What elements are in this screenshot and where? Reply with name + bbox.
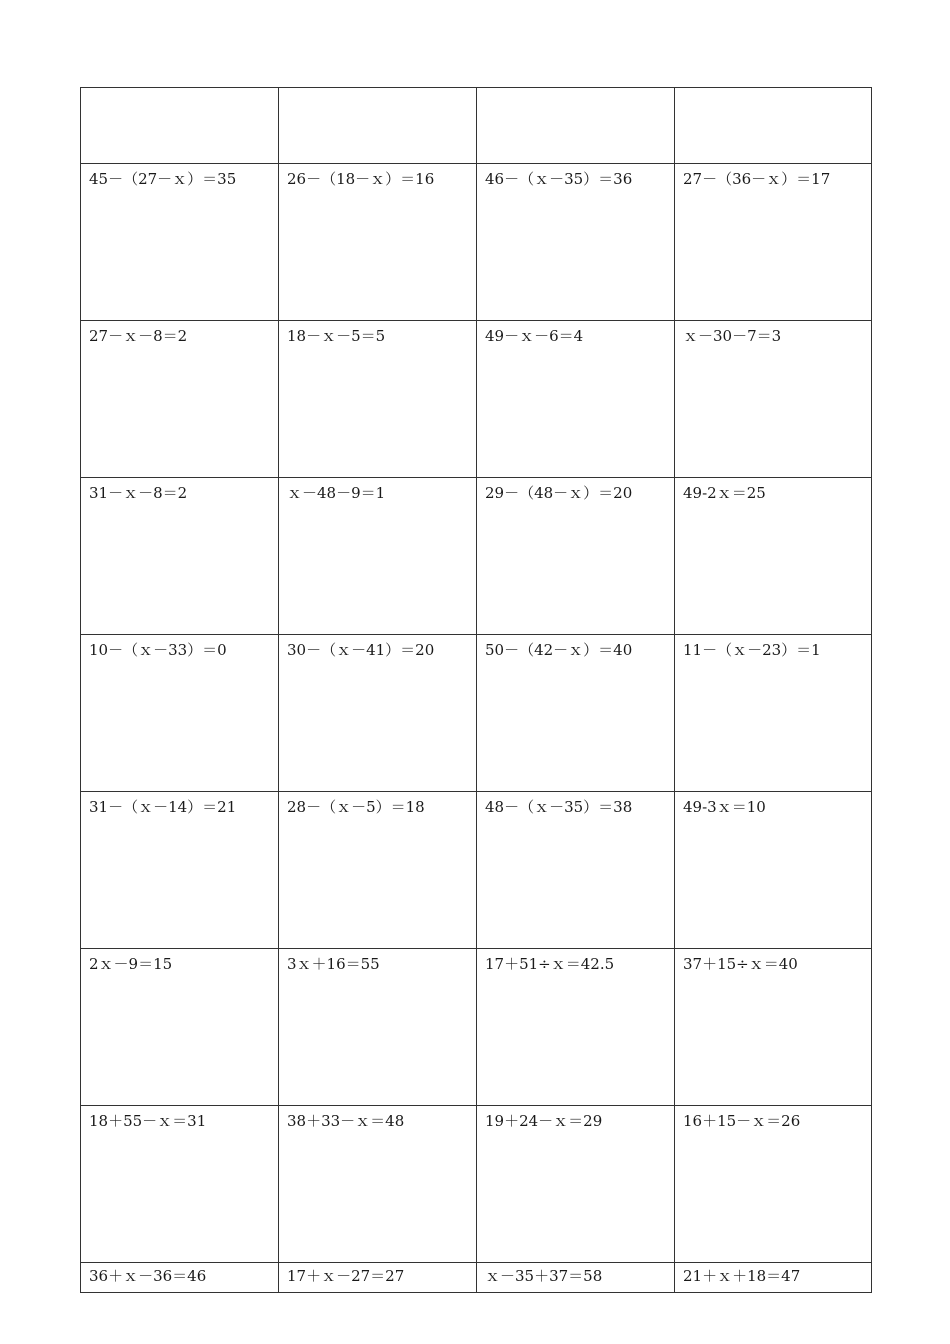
table-row bbox=[81, 1106, 872, 1263]
equation-cell: 28－（ｘ－5）＝18 bbox=[279, 792, 477, 949]
equation-cell: 3ｘ＋16＝55 bbox=[279, 949, 477, 1106]
equation-cell: 27－（36－ｘ）＝17 bbox=[675, 164, 872, 321]
equation-cell bbox=[279, 88, 477, 164]
equation-cell: ｘ－30－7＝3 bbox=[675, 321, 872, 478]
equation-cell: ｘ－35＋37＝58 bbox=[477, 1263, 675, 1293]
equation-cell bbox=[81, 88, 279, 164]
table-row bbox=[81, 1263, 872, 1293]
table-row bbox=[81, 478, 872, 635]
equation-cell: 21＋ｘ＋18＝47 bbox=[675, 1263, 872, 1293]
equation-cell: 31－ｘ－8＝2 bbox=[81, 478, 279, 635]
table-row bbox=[81, 635, 872, 792]
equation-cell: 27－ｘ－8＝2 bbox=[81, 321, 279, 478]
equation-cell bbox=[675, 88, 872, 164]
equation-cell: 10－（ｘ－33）＝0 bbox=[81, 635, 279, 792]
equation-cell: 36＋ｘ－36＝46 bbox=[81, 1263, 279, 1293]
equation-cell: 17＋ｘ－27＝27 bbox=[279, 1263, 477, 1293]
equation-cell: ｘ－48－9＝1 bbox=[279, 478, 477, 635]
equation-cell: 18－ｘ－5＝5 bbox=[279, 321, 477, 478]
equation-cell: 30－（ｘ－41）＝20 bbox=[279, 635, 477, 792]
table-row bbox=[81, 164, 872, 321]
equation-cell: 18＋55－ｘ＝31 bbox=[81, 1106, 279, 1263]
equation-cell: 49－ｘ－6＝4 bbox=[477, 321, 675, 478]
equation-cell: 11－（ｘ－23）＝1 bbox=[675, 635, 872, 792]
equation-cell: 46－（ｘ－35）＝36 bbox=[477, 164, 675, 321]
equation-cell: 49-3ｘ＝10 bbox=[675, 792, 872, 949]
equation-cell: 16＋15－ｘ＝26 bbox=[675, 1106, 872, 1263]
table-row bbox=[81, 949, 872, 1106]
equation-cell bbox=[477, 88, 675, 164]
equation-worksheet-table bbox=[80, 87, 872, 1293]
equation-cell: 19＋24－ｘ＝29 bbox=[477, 1106, 675, 1263]
equation-cell: 50－（42－ｘ）＝40 bbox=[477, 635, 675, 792]
equation-cell: 45－（27－ｘ）＝35 bbox=[81, 164, 279, 321]
equation-cell: 17＋51÷ｘ＝42.5 bbox=[477, 949, 675, 1106]
equation-cell: 26－（18－ｘ）＝16 bbox=[279, 164, 477, 321]
equation-cell: 31－（ｘ－14）＝21 bbox=[81, 792, 279, 949]
equation-cell: 37＋15÷ｘ＝40 bbox=[675, 949, 872, 1106]
equation-cell: 38＋33－ｘ＝48 bbox=[279, 1106, 477, 1263]
table-row bbox=[81, 88, 872, 164]
table-row bbox=[81, 792, 872, 949]
equation-cell: 48－（ｘ－35）＝38 bbox=[477, 792, 675, 949]
equation-cell: 29－（48－ｘ）＝20 bbox=[477, 478, 675, 635]
table-row bbox=[81, 321, 872, 478]
equation-cell: 49-2ｘ＝25 bbox=[675, 478, 872, 635]
equation-cell: 2ｘ－9＝15 bbox=[81, 949, 279, 1106]
